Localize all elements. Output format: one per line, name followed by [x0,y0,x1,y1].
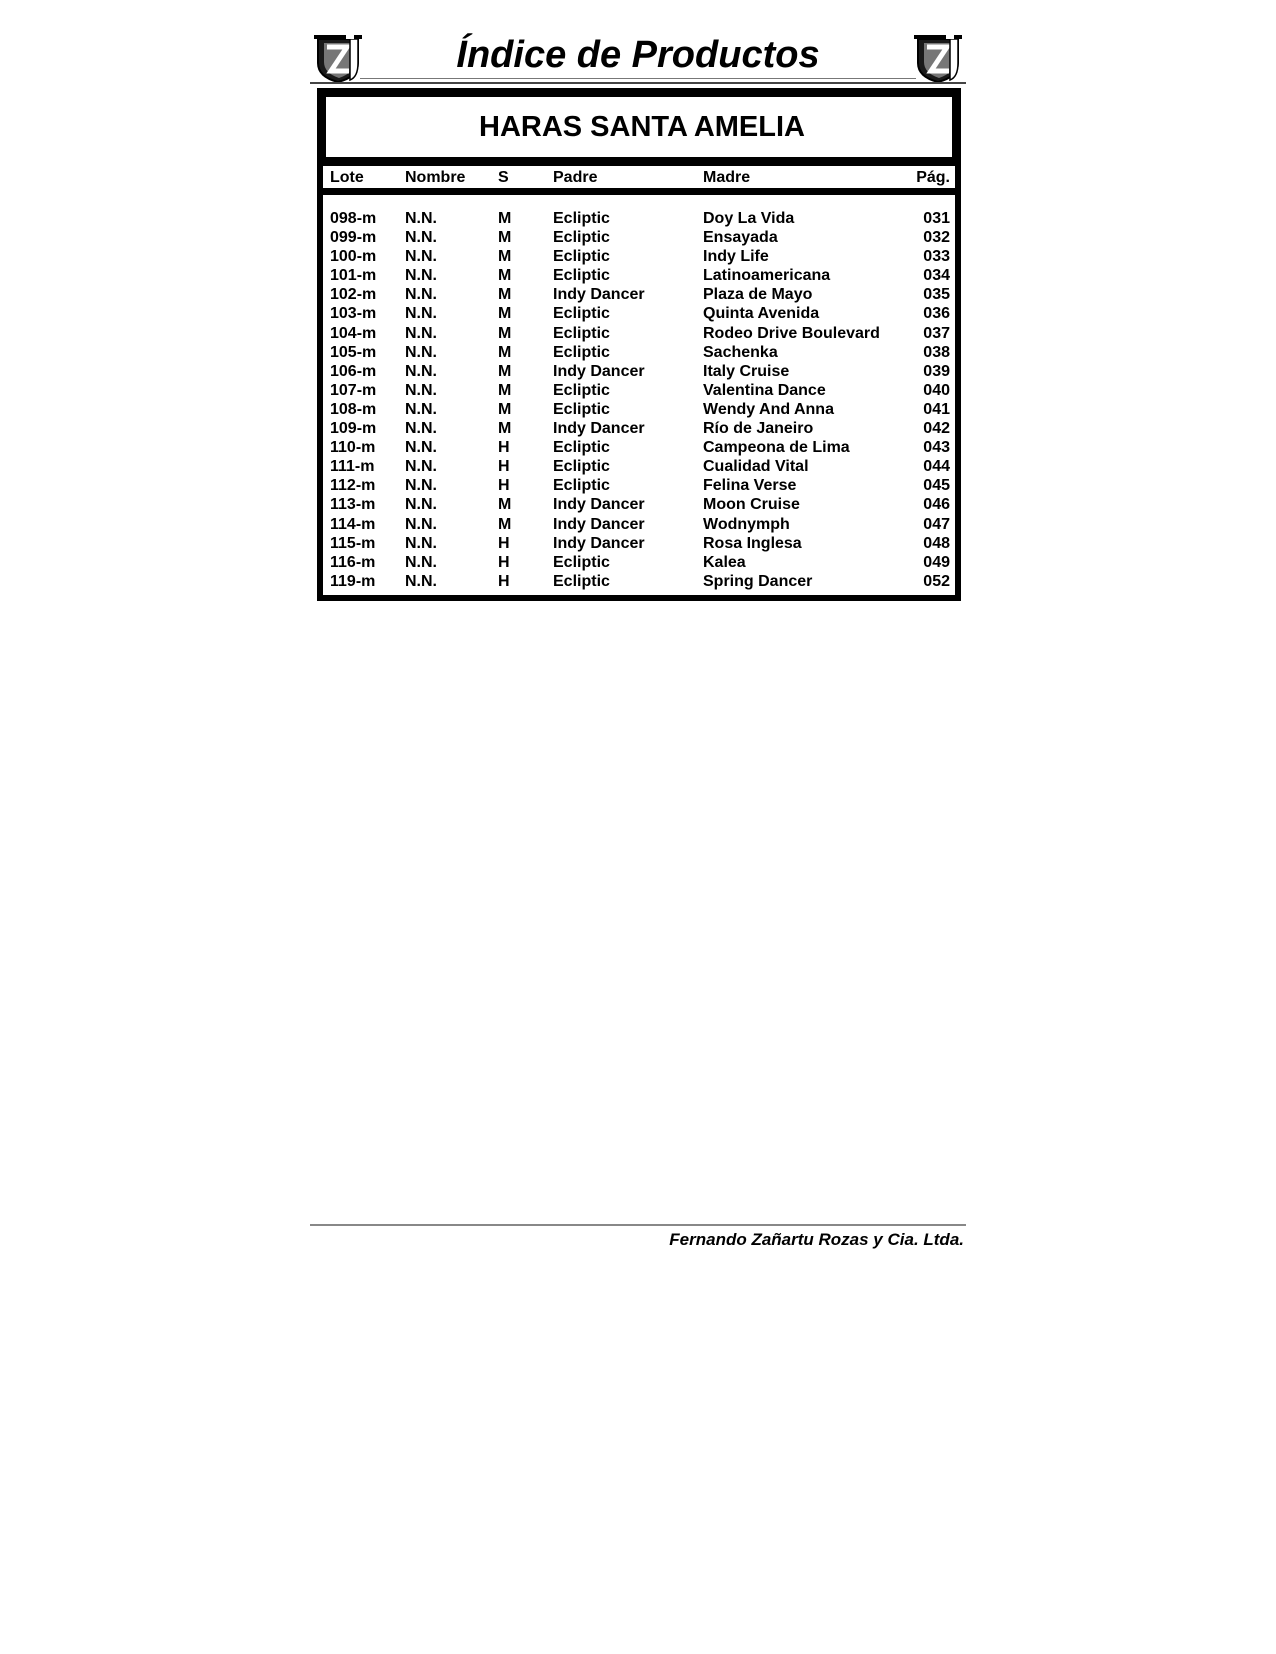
madre-cell: Campeona de Lima [703,439,850,457]
lote-cell: 115-m [330,534,376,552]
footer-divider [310,1224,966,1226]
pagina-cell: 038 [923,343,950,361]
lote-cell: 112-m [330,477,376,495]
lote-cell: 101-m [330,267,377,285]
sexo-cell: M [498,420,512,438]
lote-cell: 119-m [330,572,376,590]
padre-cell: Ecliptic [553,381,610,399]
nombre-cell: N.N. [405,248,437,266]
madre-cell: Wendy And Anna [703,400,834,418]
madre-cell: Wodnymph [703,515,790,533]
sexo-cell: M [498,400,512,418]
lote-cell: 111-m [330,458,375,476]
table-row [323,534,955,553]
table-row [323,266,955,285]
padre-cell: Ecliptic [553,343,610,361]
madre-cell: Quinta Avenida [703,305,820,323]
table-row [323,304,955,323]
table-row [323,381,955,400]
pagina-cell: 042 [923,420,950,438]
padre-cell: Indy Dancer [553,420,645,438]
pagina-cell: 039 [923,362,950,380]
sexo-cell: M [498,381,512,399]
title-divider [310,82,966,84]
madre-cell: Sachenka [703,343,778,361]
nombre-cell: N.N. [405,324,437,342]
padre-cell: Ecliptic [553,229,610,247]
sexo-cell: H [498,534,510,552]
sexo-cell: M [498,496,512,514]
footer-company-name: Fernando Zañartu Rozas y Cia. Ltda. [669,1230,964,1249]
farm-name: HARAS SANTA AMELIA [479,111,805,143]
table-row [323,343,955,362]
lote-cell: 108-m [330,400,377,418]
nombre-cell: N.N. [405,400,437,418]
table-row [323,400,955,419]
title-divider-thin [360,78,916,79]
nombre-cell: N.N. [405,515,437,533]
padre-cell: Ecliptic [553,400,610,418]
table-row [323,285,955,304]
padre-cell: Indy Dancer [553,496,645,514]
column-header-nombre: Nombre [405,169,466,186]
padre-cell: Ecliptic [553,267,610,285]
column-header-pagina: Pág. [916,169,950,186]
madre-cell: Spring Dancer [703,572,813,590]
pagina-cell: 049 [923,553,950,571]
padre-cell: Ecliptic [553,553,610,571]
sexo-cell: M [498,286,512,304]
sexo-cell: M [498,305,512,323]
padre-cell: Ecliptic [553,477,610,495]
padre-cell: Indy Dancer [553,515,645,533]
lote-cell: 105-m [330,343,377,361]
madre-cell: Indy Life [703,248,769,266]
pagina-cell: 032 [923,229,950,247]
sexo-cell: M [498,229,512,247]
table-row [323,476,955,495]
sexo-cell: M [498,210,512,227]
lote-cell: 116-m [330,553,376,571]
sexo-cell: M [498,362,512,380]
madre-cell: Italy Cruise [703,362,790,380]
sexo-cell: H [498,477,510,495]
lote-cell: 099-m [330,229,377,247]
nombre-cell: N.N. [405,420,437,438]
pagina-cell: 046 [923,496,950,514]
table-row [323,228,955,247]
lote-cell: 114-m [330,515,376,533]
page-title: Índice de Productos [456,34,820,76]
pagina-cell: 040 [923,381,950,399]
table-row [323,495,955,514]
madre-cell: Plaza de Mayo [703,286,813,304]
lote-cell: 098-m [330,210,377,227]
pagina-cell: 031 [923,210,950,227]
padre-cell: Ecliptic [553,439,610,457]
sexo-cell: M [498,343,512,361]
padre-cell: Ecliptic [553,210,610,227]
padre-cell: Indy Dancer [553,534,645,552]
madre-cell: Río de Janeiro [703,420,814,438]
pagina-cell: 041 [923,400,950,418]
farm-banner [323,94,955,160]
lote-cell: 113-m [330,496,376,514]
madre-cell: Latinoamericana [703,267,831,285]
table-header [323,166,955,188]
table-row [323,572,955,591]
table-row [323,362,955,381]
nombre-cell: N.N. [405,362,437,380]
madre-cell: Moon Cruise [703,496,800,514]
table-row [323,419,955,438]
lote-cell: 104-m [330,324,377,342]
lote-cell: 102-m [330,286,377,304]
column-header-madre: Madre [703,169,751,186]
madre-cell: Doy La Vida [703,210,795,227]
padre-cell: Indy Dancer [553,362,645,380]
nombre-cell: N.N. [405,343,437,361]
madre-cell: Rosa Inglesa [703,534,802,552]
table-row [323,553,955,572]
sexo-cell: M [498,248,512,266]
pagina-cell: 043 [923,439,950,457]
column-header-lote: Lote [330,169,364,186]
sexo-cell: M [498,267,512,285]
nombre-cell: N.N. [405,477,437,495]
madre-cell: Felina Verse [703,477,797,495]
pagina-cell: 033 [923,248,950,266]
pagina-cell: 045 [923,477,950,495]
sexo-cell: H [498,458,510,476]
sexo-cell: M [498,515,512,533]
table-row [323,457,955,476]
table-row [323,247,955,266]
nombre-cell: N.N. [405,286,437,304]
padre-cell: Ecliptic [553,572,610,590]
pagina-cell: 052 [923,572,950,590]
product-index-table [317,88,961,601]
catalog-page [310,0,966,1654]
lote-cell: 100-m [330,248,377,266]
nombre-cell: N.N. [405,305,437,323]
nombre-cell: N.N. [405,496,437,514]
madre-cell: Kalea [703,553,746,571]
pagina-cell: 044 [923,458,950,476]
pagina-cell: 037 [923,324,950,342]
padre-cell: Ecliptic [553,458,610,476]
pagina-cell: 034 [923,267,950,285]
nombre-cell: N.N. [405,381,437,399]
sexo-cell: H [498,553,510,571]
padre-cell: Ecliptic [553,324,610,342]
nombre-cell: N.N. [405,210,437,227]
madre-cell: Ensayada [703,229,778,247]
lote-cell: 109-m [330,420,377,438]
madre-cell: Rodeo Drive Boulevard [703,324,880,342]
header-separator [323,188,955,195]
nombre-cell: N.N. [405,534,437,552]
pagina-cell: 048 [923,534,950,552]
lote-cell: 107-m [330,381,377,399]
padre-cell: Ecliptic [553,248,610,266]
company-logo-left [314,33,362,83]
sexo-cell: H [498,439,510,457]
pagina-cell: 047 [923,515,950,533]
table-row [323,438,955,457]
table-row [323,209,955,228]
company-logo-right [914,33,962,83]
lote-cell: 106-m [330,362,377,380]
nombre-cell: N.N. [405,267,437,285]
nombre-cell: N.N. [405,229,437,247]
column-header-sexo: S [498,169,509,186]
nombre-cell: N.N. [405,553,437,571]
pagina-cell: 036 [923,305,950,323]
nombre-cell: N.N. [405,458,437,476]
table-row [323,324,955,343]
table-row [323,515,955,534]
nombre-cell: N.N. [405,572,437,590]
lote-cell: 103-m [330,305,377,323]
lote-cell: 110-m [330,439,376,457]
madre-cell: Cualidad Vital [703,458,809,476]
column-header-padre: Padre [553,169,598,186]
nombre-cell: N.N. [405,439,437,457]
padre-cell: Ecliptic [553,305,610,323]
sexo-cell: M [498,324,512,342]
table-body [323,209,955,591]
padre-cell: Indy Dancer [553,286,645,304]
pagina-cell: 035 [923,286,950,304]
sexo-cell: H [498,572,510,590]
madre-cell: Valentina Dance [703,381,826,399]
